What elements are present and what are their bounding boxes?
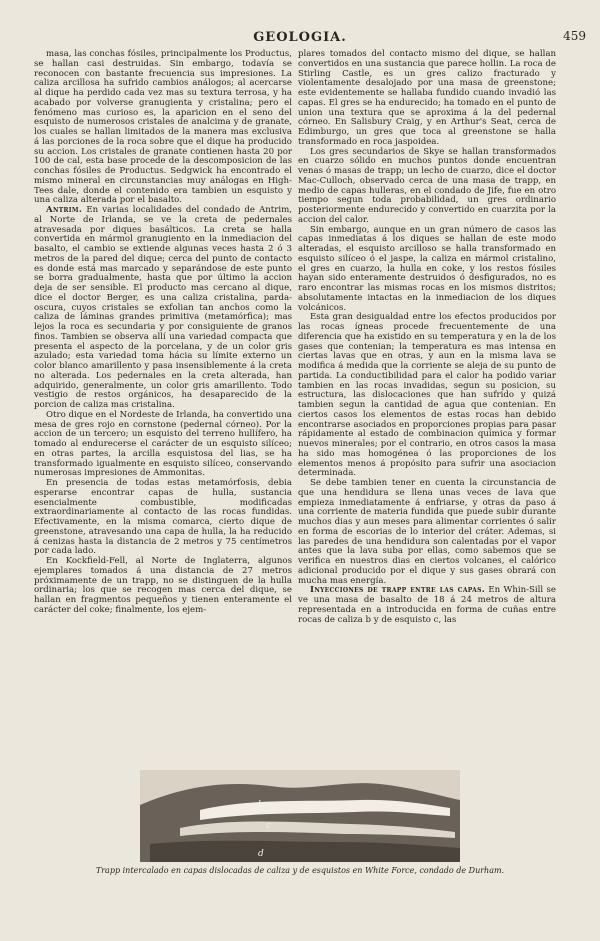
paragraph-text: Sin embargo, aunque en un gran número de casos las capas inmediatas á los diques se hallan de este modo alteradas, el esquisto arcilloso se halla transformado en esquisto silíceo ó el jaspe, la caliza en mármol cristalino, el gres en cuarzo, la hulla en coke, y los restos fósiles hayan sido enteramente destruidos ó desfigurados, no es raro encontrar las mismas rocas en los mismos distritos; absolutamente intactas en la inmediacion de los diques volcánicos. [298, 224, 556, 313]
figure-caption: Trapp intercalado en capas dislocadas de caliza y de esquistos en White Force, condado de Durham. [95, 866, 505, 875]
figure-label-c: c [266, 821, 272, 831]
left-column-paragraph [34, 479, 292, 557]
figure-label-b: b [258, 800, 264, 810]
paragraph-text: En Whin-Sill se ve una masa de basalto de 18 á 24 metros de altura representada en a introducida en forma de cuñas entre rocas de caliza b y de esquisto c, las [298, 585, 556, 625]
paragraph-text: En Kockfield-Fell, al Norte de Inglaterra, algunos ejemplares tomados á una distancia de 27 metros próximamente de un trapp, no se distinguen de la hulla ordinaria; los que se recogen mas cerca del dique, se hallan en fragmentos pequeños y tienen enteramente el carácter del coke; finalmente, los ejem- [34, 556, 292, 615]
geological-section-figure [140, 770, 460, 862]
running-header: GEOLOGIA. [253, 30, 347, 45]
right-column-paragraph [298, 479, 556, 586]
section-rubric: Inyecciones de trapp entre las capas. [310, 585, 486, 596]
paragraph-text: Otro dique en el Nordeste de Irlanda, ha convertido una mesa de gres rojo en cornstone (pedernal córneo). Por la accion de un tercero; un esquisto del terreno hullífero, ha tomado al endurecerse el carácter de un esquisto silíceo; en otras partes, la arcilla esquistosa del lias, se ha transformado igualmente en esquisto silíceo, conservando numerosas impresiones de Ammonitas. [34, 409, 292, 479]
left-column-paragraph [34, 557, 292, 616]
paragraph-text: Se debe tambien tener en cuenta la circunstancia de que una hendidura se llena unas veces de lava que empieza inmediatamente á enfriarse, y otras da paso á una corriente de materia fundida que puede subir durante muchos dias y aun meses para alimentar corrientes ó salir en forma de escorias de lo interior del cráter. Ademas, si las paredes de una hendidura son calentadas por el vapor antes que la lava suba por ellas, como sabemos que se verifica en nuestros dias en ciertos volcanes, el calórico adicional producido por el dique y sus gases obrará con mucha mas energía. [298, 478, 556, 586]
right-column-paragraph [298, 226, 556, 314]
paragraph-text: Esta gran desigualdad entre los efectos producidos por las rocas ígneas procede frecuentemente de una diferencia que ha existido en su temperatura y en la de los gases que contenian; la temperatura es mas intensa en ciertas lavas que en otras, y aun en la misma lava se modifica á medida que la corriente se aleja de su punto de partida. La conductibilidad para el calor ha podido variar tambien en las rocas invadidas, segun su posicion, su estructura, las dislocaciones que han sufrido y quizá tambien segun la cantidad de agua que contenian. En ciertos casos los elementos de estas rocas han debido encontrarse asociados en proporciones propias para pasar rápidamente al estado de combinacion química y formar nuevos minerales; por el contrario, en otros casos la masa ha sido mas homogénea ó las proporciones de los elementos menos á propósito para sufrir una asociacion determinada. [298, 312, 556, 479]
right-column-paragraph [298, 586, 556, 625]
paragraph-text: Los gres secundarios de Skye se hallan transformados en cuarzo sólido en muchos puntos donde encuentran venas ó masas de trapp; un lecho de cuarzo, dice el doctor Mac-Culloch, observado cerca de una masa de trapp, en medio de capas hulleras, en el condado de Jife, fue en otro tiempo segun toda probabilidad, un gres ordinario posteriormente endurecido y convertido en cuarzita por la accion del calor. [298, 146, 556, 225]
trapp-strata-illustration [140, 770, 460, 862]
left-column-paragraph [34, 206, 292, 411]
left-column-paragraph [34, 411, 292, 479]
right-text-column [298, 50, 556, 625]
right-column-paragraph [298, 148, 556, 226]
paragraph-text: En varias localidades del condado de Antrim, al Norte de Irlanda, se ve la creta de pedernales atravesada por diques basálticos. La creta se halla convertida en mármol granugiento en la inmediacion del basalto, el cambio se extiende algunas veces hasta 2 ó 3 metros de la pared del dique; cerca del punto de contacto es donde está mas marcado y separándose de este punto se borra gradualmente, hasta que por último la accion deja de ser sensible. El producto mas cercano al dique, dice el doctor Berger, es una caliza cristalina, parda-oscura, cuyos cristales se exfolian tan anchos como la caliza de láminas grandes primitiva (metamórfica); mas lejos la roca es secundaria y por consiguiente de granos finos. Tambien se observa allí una variedad compacta que presenta el aspecto de la porcelana, y de un color gris azulado; esta variedad toma hácia su límite externo un color blanco amarillento y pasa insensiblemente á la creta no alterada. Los pedernales en la creta alterada, han adquirido, generalmente, un color gris amarillento. Todo vestigio de restos orgánicos, ha desaparecido de la porcion de caliza mas cristalina. [34, 205, 292, 410]
right-column-paragraph [298, 50, 556, 148]
paragraph-text: En presencia de todas estas metamórfosis, debia esperarse encontrar capas de hulla, sustancia esencialmente combustible, modificadas extraordinariamente al contacto de las rocas fundidas. Efectivamente, en la misma comarca, cierto dique de greenstone, atravesando una capa de hulla, la ha reducido á cenizas hasta la distancia de 2 metros y 75 centímetros por cada lado. [34, 478, 292, 557]
figure-label-d: d [258, 849, 264, 859]
left-text-column [34, 50, 292, 616]
section-rubric: Antrim. [46, 205, 83, 215]
page-number: 459 [563, 29, 586, 43]
left-column-paragraph [34, 50, 292, 206]
paragraph-text: plares tomados del contacto mismo del dique, se hallan convertidos en una sustancia que parece hollin. La roca de Stirling Castle, es un gres calizo fracturado y violentamente desalojado por una masa de greenstone; este evidentemente se hallaba fundido cuando invadió las capas. El gres se ha endurecido; ha tomado en el punto de union una textura que se aproxima á la del pedernal córneo. En Salisbury Craig, y en Arthur's Seat, cerca de Edimburgo, un gres que toca al greenstone se halla transformado en roca jaspoidea. [298, 49, 556, 147]
right-column-paragraph [298, 313, 556, 479]
paragraph-text: masa, las conchas fósiles, principalmente los Productus, se hallan casi destruidas. Sin embargo, todavía se reconocen con bastante frecuencia sus impresiones. La caliza arcillosa ha sufrido cambios análogos; al acercarse al dique ha perdido cada vez mas su textura terrosa, y ha acabado por volverse granugienta y cristalina; pero el fenómeno mas curioso es, la aparicion en el seno del esquisto de numerosos cristales de analcima y de granate, los cuales se hallan limitados de la manera mas exclusiva á las porciones de la roca sobre que el dique ha producido su accion. Los cristales de granate contienen hasta 20 por 100 de cal, esta base procede de la descomposicion de las conchas fósiles de Productus. Sedgwick ha encontrado el mismo mineral en circunstancias muy análogas en High-Tees dale, donde el contenido era tambien un esquisto y una caliza alterada por el basalto. [34, 49, 292, 206]
